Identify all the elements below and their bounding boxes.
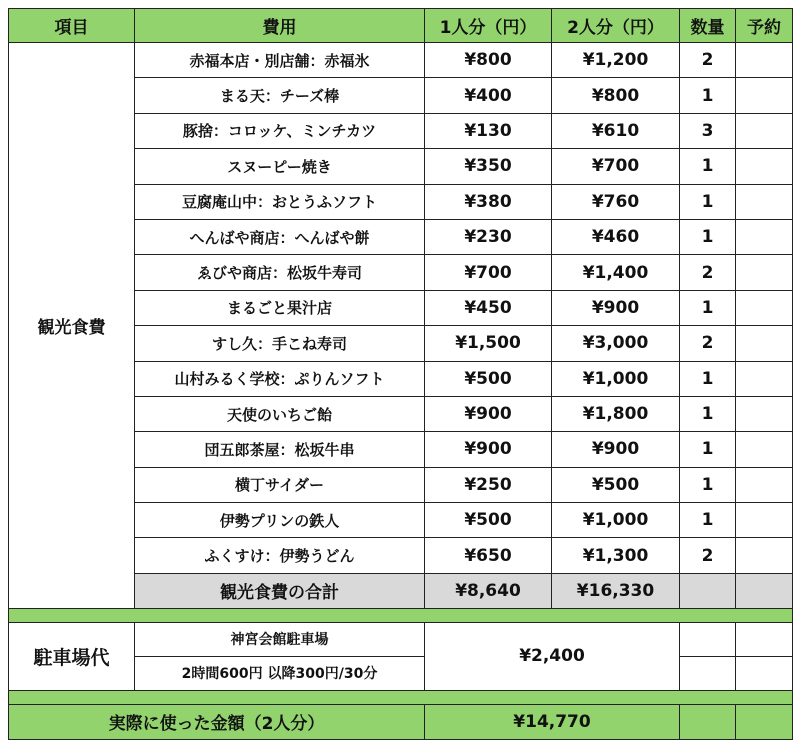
item-per-person: ¥400 (425, 78, 552, 113)
item-name: 横丁サイダー (135, 467, 425, 502)
subtotal-per-person: ¥8,640 (425, 573, 552, 608)
parking-row (9, 622, 793, 656)
item-per-person: ¥900 (425, 396, 552, 431)
item-reservation[interactable] (736, 113, 793, 148)
item-qty: 2 (680, 43, 736, 78)
item-two-person: ¥1,800 (552, 396, 680, 431)
item-per-person: ¥1,500 (425, 326, 552, 361)
item-reservation[interactable] (736, 43, 793, 78)
item-per-person: ¥250 (425, 467, 552, 502)
item-qty: 1 (680, 361, 736, 396)
subtotal-reservation (736, 573, 793, 608)
item-reservation[interactable] (736, 78, 793, 113)
item-per-person: ¥230 (425, 219, 552, 254)
item-reservation[interactable] (736, 503, 793, 538)
item-qty: 1 (680, 78, 736, 113)
parking-reservation-2[interactable] (736, 656, 793, 690)
header-qty: 数量 (680, 9, 736, 43)
item-name: へんばや商店：へんばや餅 (135, 219, 425, 254)
item-two-person: ¥1,000 (552, 503, 680, 538)
item-two-person: ¥1,000 (552, 361, 680, 396)
item-per-person: ¥350 (425, 149, 552, 184)
total-row (9, 704, 793, 739)
item-per-person: ¥700 (425, 255, 552, 290)
item-reservation[interactable] (736, 361, 793, 396)
item-reservation[interactable] (736, 467, 793, 502)
item-per-person: ¥900 (425, 432, 552, 467)
item-qty: 2 (680, 538, 736, 573)
item-reservation[interactable] (736, 326, 793, 361)
header-item: 項目 (9, 9, 135, 43)
item-per-person: ¥130 (425, 113, 552, 148)
item-two-person: ¥700 (552, 149, 680, 184)
parking-reservation[interactable] (736, 622, 793, 656)
header-cost: 費用 (135, 9, 425, 43)
item-two-person: ¥460 (552, 219, 680, 254)
item-qty: 1 (680, 432, 736, 467)
total-reservation (736, 704, 793, 739)
item-reservation[interactable] (736, 538, 793, 573)
item-two-person: ¥1,200 (552, 43, 680, 78)
item-two-person: ¥610 (552, 113, 680, 148)
item-qty: 2 (680, 255, 736, 290)
spacer-row (9, 608, 793, 622)
parking-name: 神宮会館駐車場 (135, 622, 425, 656)
item-two-person: ¥900 (552, 432, 680, 467)
item-name: ゑびや商店：松坂牛寿司 (135, 255, 425, 290)
spacer-row-2 (9, 690, 793, 704)
item-reservation[interactable] (736, 255, 793, 290)
expense-sheet (8, 8, 792, 748)
header-two-person: 2人分（円） (552, 9, 680, 43)
item-per-person: ¥650 (425, 538, 552, 573)
item-per-person: ¥450 (425, 290, 552, 325)
header-row (9, 9, 793, 43)
item-name: 団五郎茶屋：松坂牛串 (135, 432, 425, 467)
item-qty: 2 (680, 326, 736, 361)
item-qty: 1 (680, 184, 736, 219)
item-per-person: ¥380 (425, 184, 552, 219)
expense-table (8, 8, 793, 740)
subtotal-label: 観光食費の合計 (135, 573, 425, 608)
parking-qty-2[interactable] (680, 656, 736, 690)
item-name: 豚捨：コロッケ、ミンチカツ (135, 113, 425, 148)
item-per-person: ¥500 (425, 503, 552, 538)
food-category: 観光食費 (9, 43, 135, 609)
item-two-person: ¥900 (552, 290, 680, 325)
item-reservation[interactable] (736, 396, 793, 431)
header-reservation: 予約 (736, 9, 793, 43)
item-two-person: ¥3,000 (552, 326, 680, 361)
item-name: スヌーピー焼き (135, 149, 425, 184)
item-two-person: ¥1,400 (552, 255, 680, 290)
parking-price: ¥2,400 (425, 622, 680, 690)
item-per-person: ¥800 (425, 43, 552, 78)
subtotal-qty (680, 573, 736, 608)
item-two-person: ¥760 (552, 184, 680, 219)
item-qty: 1 (680, 219, 736, 254)
food-section (9, 43, 793, 609)
item-name: 伊勢プリンの鉄人 (135, 503, 425, 538)
item-two-person: ¥1,300 (552, 538, 680, 573)
item-reservation[interactable] (736, 219, 793, 254)
item-two-person: ¥800 (552, 78, 680, 113)
subtotal-two-person: ¥16,330 (552, 573, 680, 608)
item-name: すし久：手こね寿司 (135, 326, 425, 361)
item-qty: 1 (680, 467, 736, 502)
item-two-person: ¥500 (552, 467, 680, 502)
item-reservation[interactable] (736, 432, 793, 467)
parking-qty[interactable] (680, 622, 736, 656)
item-name: まる天：チーズ棒 (135, 78, 425, 113)
item-reservation[interactable] (736, 290, 793, 325)
parking-category: 駐車場代 (9, 622, 135, 690)
item-name: 山村みるく学校：ぷりんソフト (135, 361, 425, 396)
item-reservation[interactable] (736, 184, 793, 219)
item-name: 天使のいちご飴 (135, 396, 425, 431)
item-qty: 3 (680, 113, 736, 148)
table-row (9, 43, 793, 78)
item-qty: 1 (680, 503, 736, 538)
total-amount: ¥14,770 (425, 704, 680, 739)
item-name: 豆腐庵山中：おとうふソフト (135, 184, 425, 219)
parking-note: 2時間600円 以降300円/30分 (135, 656, 425, 690)
total-label: 実際に使った金額（2人分） (9, 704, 425, 739)
header-per-person: 1人分（円） (425, 9, 552, 43)
item-name: 赤福本店・別店舗：赤福氷 (135, 43, 425, 78)
item-per-person: ¥500 (425, 361, 552, 396)
item-qty: 1 (680, 396, 736, 431)
item-reservation[interactable] (736, 149, 793, 184)
item-name: ふくすけ：伊勢うどん (135, 538, 425, 573)
total-qty (680, 704, 736, 739)
item-qty: 1 (680, 149, 736, 184)
item-qty: 1 (680, 290, 736, 325)
item-name: まるごと果汁店 (135, 290, 425, 325)
